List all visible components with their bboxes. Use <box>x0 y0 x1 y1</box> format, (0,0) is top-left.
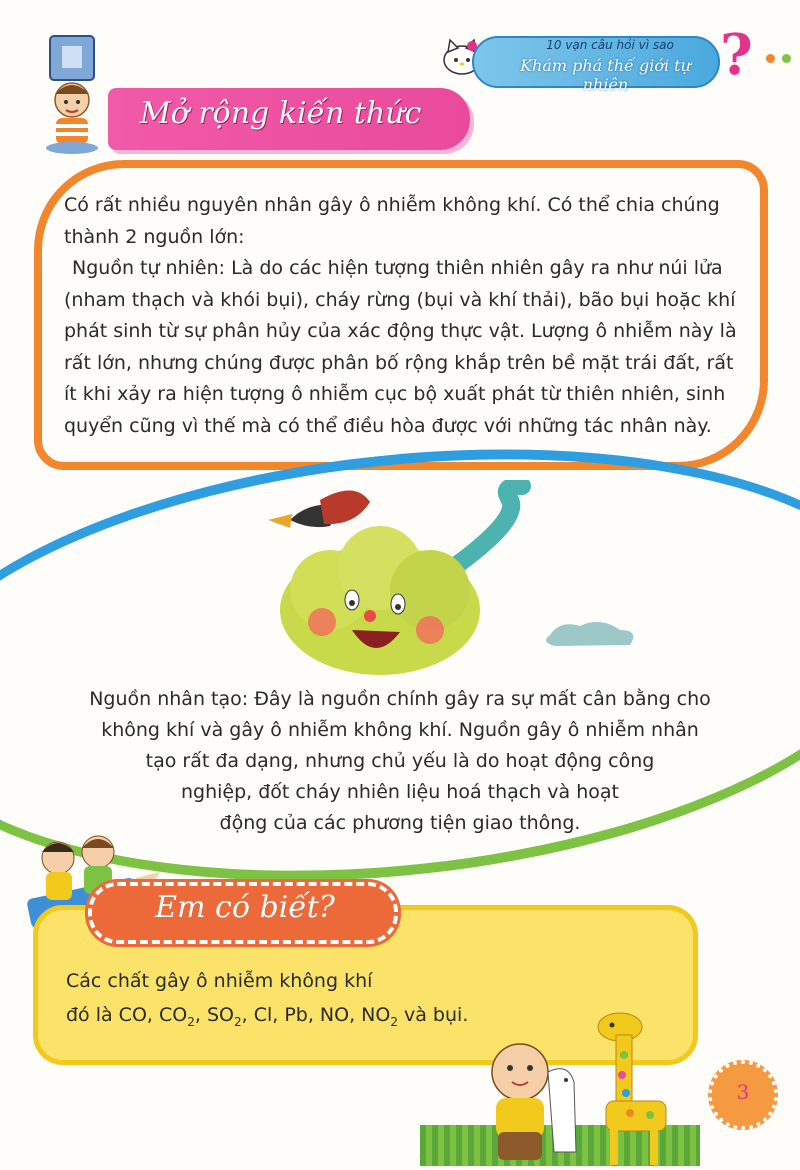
man-made-line-3: tạo rất đa dạng, nhưng chủ yếu là do hoạt động công <box>145 750 655 772</box>
man-made-line-1: Nguồn nhân tạo: Đây là nguồn chính gây ra sự mất cân bằng cho <box>89 688 711 710</box>
did-you-know-heading: Em có biết? <box>155 890 335 925</box>
decor-dot <box>766 54 775 63</box>
subscript: 2 <box>187 1014 195 1029</box>
pollutants-text: , Cl, Pb, NO, NO <box>241 1004 391 1026</box>
section-heading: Mở rộng kiến thức <box>140 96 422 131</box>
boy-holding-sign-illustration <box>30 32 120 157</box>
cloud-bird-illustration <box>260 480 650 680</box>
natural-source-paragraph: Nguồn tự nhiên: Là do các hiện tượng thiên nhiên gây ra như núi lửa (nham thạch và khói bụi), cháy rừng (bụi và khí thải), bão bụi hoặc khí phát sinh từ sự phân hủy của xác động thực vật. Lượng ô nhiễm này là rất lớn, nhưng chúng được phân bố rộng khắp trên bề mặt trái đất, rất ít khi xảy ra hiện tượng ô nhiễm cục bộ xuất phát từ thiên nhiên, sinh quyển cũng vì thế mà có thể điều hòa được với những tác nhân này. <box>64 257 737 437</box>
boy-and-dog-illustration <box>478 1032 588 1166</box>
man-made-line-2: không khí và gây ô nhiễm không khí. Nguồn gây ô nhiễm nhân <box>101 719 699 741</box>
question-mark-icon: ? <box>720 22 753 88</box>
subscript: 2 <box>233 1014 242 1029</box>
giraffe-illustration <box>590 1005 680 1166</box>
page-number: 3 <box>736 1080 750 1104</box>
series-title: Khám phá thế giới tự nhiên <box>520 56 691 94</box>
pollutants-text: đó là CO, CO <box>66 1004 188 1026</box>
man-made-line-4: nghiệp, đốt cháy nhiên liệu hoá thạch và hoạt <box>180 781 619 803</box>
decor-dot <box>782 54 791 63</box>
pollutants-text: , SO <box>194 1004 234 1026</box>
intro-paragraph: Có rất nhiều nguyên nhân gây ô nhiễm không khí. Có thể chia chúng thành 2 nguồn lớn: <box>64 194 720 248</box>
subscript: 2 <box>390 1014 398 1029</box>
pollutants-text: và bụi. <box>397 1004 469 1026</box>
man-made-line-5: động của các phương tiện giao thông. <box>219 812 581 834</box>
series-subtitle: 10 vạn câu hỏi vì sao <box>546 38 674 52</box>
pollutants-line-1: Các chất gây ô nhiễm không khí <box>66 970 373 992</box>
